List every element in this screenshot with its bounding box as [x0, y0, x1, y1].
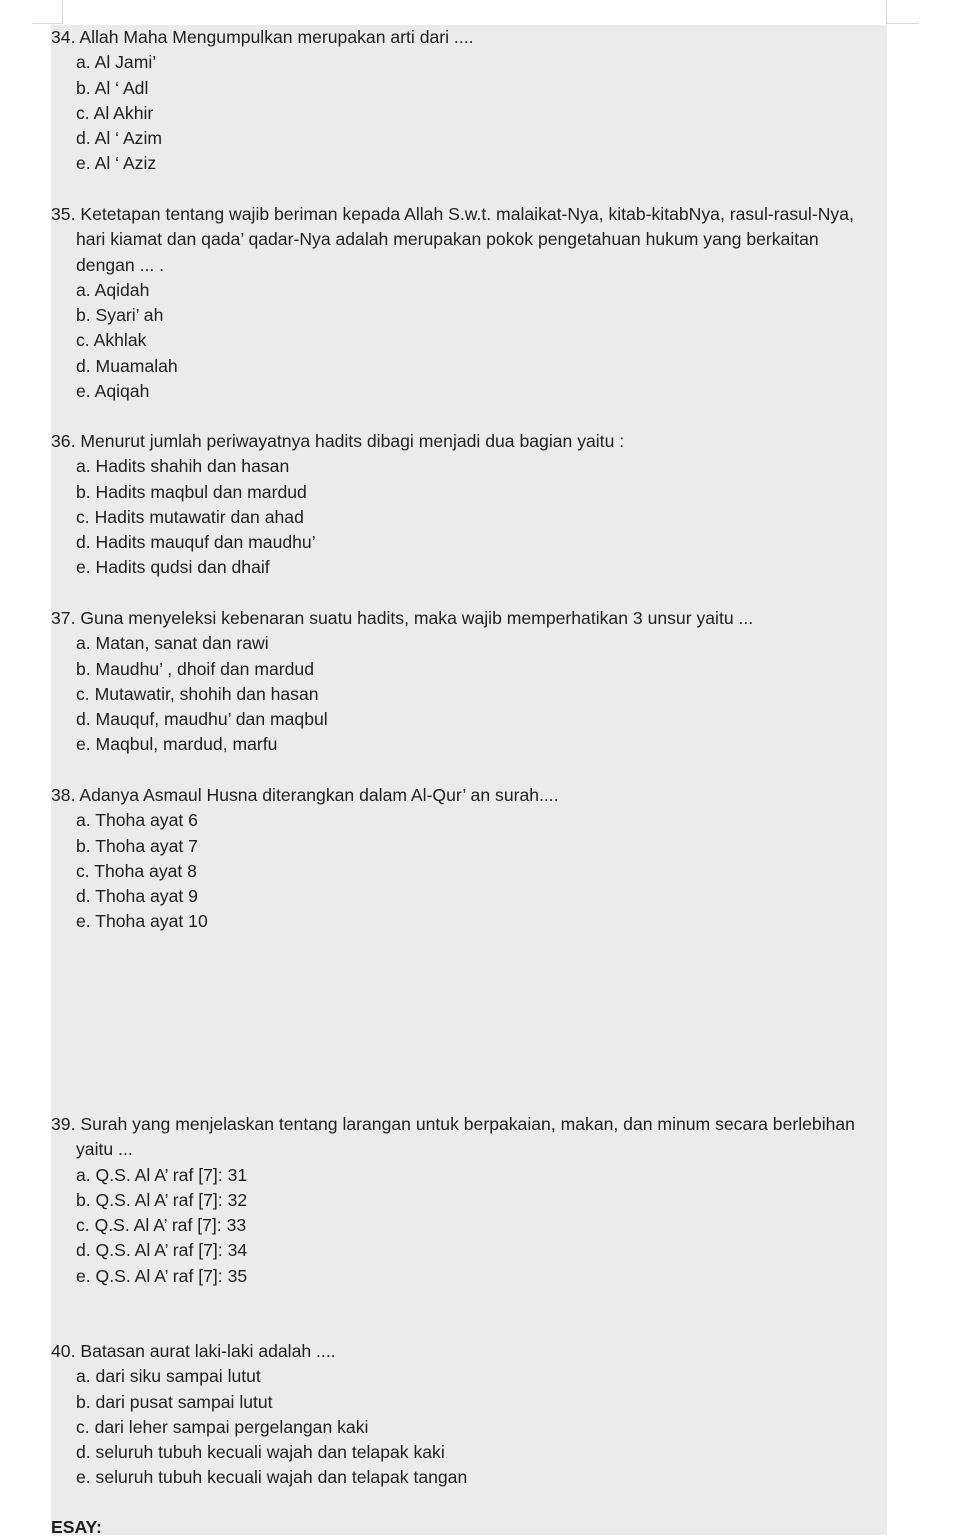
page-corner-mark-left	[62, 0, 63, 24]
option-b: b. Maudhu’ , dhoif dan mardud	[76, 658, 314, 679]
page-corner-mark-right	[886, 0, 887, 24]
question-stem: 35. Ketetapan tentang wajib beriman kepada Allah S.w.t. malaikat-Nya, kitab-kitabNya, rasul-rasul-Nya,	[51, 204, 854, 224]
option-a: a. Thoha ayat 6	[76, 810, 198, 831]
option-b: b. Q.S. Al A’ raf [7]: 32	[76, 1189, 248, 1210]
option-e: e. Aqiqah	[76, 381, 150, 402]
question-stem: 39. Surah yang menjelaskan tentang larangan untuk berpakaian, makan, dan minum secara berlebihan	[51, 1114, 855, 1134]
question-stem-continued: hari kiamat dan qada’ qadar-Nya adalah merupakan pokok pengetahuan hukum yang berkaitan	[76, 229, 819, 250]
option-a: a. dari siku sampai lutut	[76, 1366, 261, 1387]
option-d: d. Q.S. Al A’ raf [7]: 34	[76, 1240, 248, 1261]
question-stem: 37. Guna menyeleksi kebenaran suatu hadits, maka wajib memperhatikan 3 unsur yaitu ...	[51, 608, 754, 628]
option-b: b. dari pusat sampai lutut	[76, 1391, 273, 1412]
option-d: d. seluruh tubuh kecuali wajah dan telapak kaki	[76, 1442, 445, 1463]
option-e: e. seluruh tubuh kecuali wajah dan telapak tangan	[76, 1467, 468, 1488]
section-heading-esay: ESAY:	[51, 1517, 102, 1537]
option-c: c. Thoha ayat 8	[76, 860, 197, 881]
option-d: d. Muamalah	[76, 355, 178, 376]
question-39	[51, 1112, 881, 1289]
option-e: e. Maqbul, mardud, marfu	[76, 734, 278, 755]
option-c: c. Hadits mutawatir dan ahad	[76, 506, 304, 527]
question-40	[51, 1339, 881, 1491]
option-a: a. Aqidah	[76, 279, 150, 300]
question-36	[51, 429, 881, 581]
option-a: a. Matan, sanat dan rawi	[76, 633, 269, 654]
option-c: c. Mutawatir, shohih dan hasan	[76, 683, 319, 704]
question-stem: 36. Menurut jumlah periwayatnya hadits dibagi menjadi dua bagian yaitu :	[51, 431, 625, 451]
option-b: b. Syari’ ah	[76, 305, 164, 326]
option-c: c. Al Akhir	[76, 102, 154, 123]
option-e: e. Thoha ayat 10	[76, 911, 208, 932]
option-b: b. Thoha ayat 7	[76, 835, 198, 856]
question-stem: 38. Adanya Asmaul Husna diterangkan dalam Al-Qur’ an surah....	[51, 785, 559, 805]
option-e: e. Q.S. Al A’ raf [7]: 35	[76, 1265, 248, 1286]
option-e: e. Al ‘ Aziz	[76, 153, 157, 174]
page-corner-mark-right-h	[886, 23, 919, 24]
option-b: b. Al ‘ Adl	[76, 77, 149, 98]
question-35	[51, 202, 881, 404]
option-c: c. Akhlak	[76, 330, 147, 351]
option-d: d. Thoha ayat 9	[76, 886, 198, 907]
option-c: c. dari leher sampai pergelangan kaki	[76, 1416, 369, 1437]
option-a: a. Al Jami’	[76, 52, 157, 73]
document-body	[51, 25, 887, 1535]
question-stem-continued: yaitu ...	[76, 1139, 133, 1160]
option-c: c. Q.S. Al A’ raf [7]: 33	[76, 1215, 247, 1236]
option-d: d. Mauquf, maudhu’ dan maqbul	[76, 709, 328, 730]
question-stem-continued: dengan ... .	[76, 254, 165, 275]
option-b: b. Hadits maqbul dan mardud	[76, 481, 307, 502]
question-34	[51, 25, 881, 177]
option-a: a. Q.S. Al A’ raf [7]: 31	[76, 1164, 248, 1185]
option-e: e. Hadits qudsi dan dhaif	[76, 557, 270, 578]
question-38	[51, 783, 881, 935]
question-stem: 34. Allah Maha Mengumpulkan merupakan arti dari ....	[51, 27, 474, 47]
question-stem: 40. Batasan aurat laki-laki adalah ....	[51, 1341, 336, 1361]
question-37	[51, 606, 881, 758]
page-corner-mark-left-h	[32, 23, 63, 24]
option-a: a. Hadits shahih dan hasan	[76, 456, 290, 477]
option-d: d. Hadits mauquf dan maudhu’	[76, 532, 316, 553]
option-d: d. Al ‘ Azim	[76, 128, 163, 149]
